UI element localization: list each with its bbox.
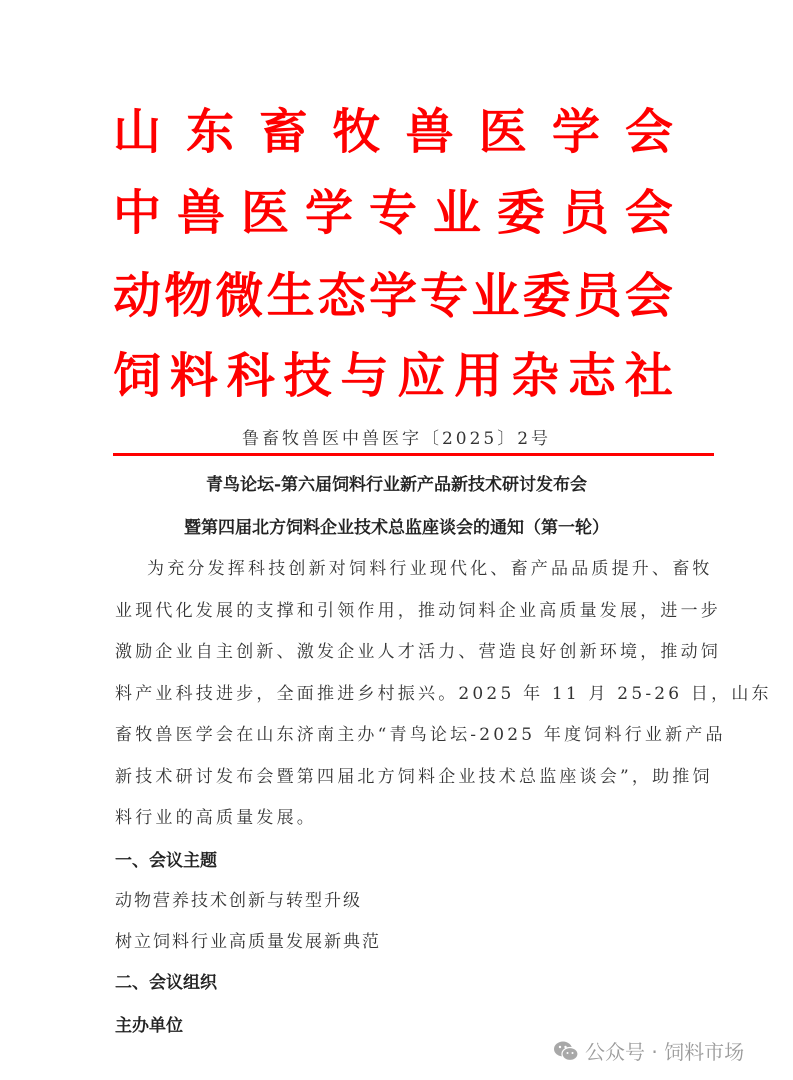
subheading-host: 主办单位 <box>115 1016 183 1036</box>
letterhead-char: 饲 <box>113 348 162 404</box>
letterhead-char: 学 <box>368 268 417 324</box>
theme-item: 动物营养技术创新与转型升级 <box>115 891 362 911</box>
notice-title-line-1: 青鸟论坛-第六届饲料行业新产品新技术研讨发布会 <box>205 475 588 495</box>
section-heading-theme: 一、会议主题 <box>115 851 217 871</box>
letterhead-char: 医 <box>240 185 289 241</box>
letterhead-char: 委 <box>522 268 571 324</box>
wechat-icon <box>553 1040 579 1062</box>
letterhead-char: 业 <box>432 185 481 241</box>
letterhead-line-2 <box>113 185 673 241</box>
letterhead-char: 兽 <box>176 185 225 241</box>
letterhead-line-4 <box>113 348 673 404</box>
body-paragraph-line: 激励企业自主创新、激发企业人才活力、营造良好创新环境，推动饲 <box>115 642 721 662</box>
letterhead-divider <box>113 453 714 456</box>
letterhead-char: 专 <box>368 185 417 241</box>
watermark-text: 公众号 · 饲料市场 <box>585 1040 745 1064</box>
letterhead-line-3 <box>113 268 673 324</box>
letterhead-char: 山 <box>113 104 162 160</box>
letterhead-char: 中 <box>113 185 162 241</box>
body-paragraph-line: 料产业科技进步，全面推进乡村振兴。2025 年 11 月 25-26 日，山东 <box>115 684 772 704</box>
body-paragraph-line: 业现代化发展的支撑和引领作用，推动饲料企业高质量发展，进一步 <box>115 601 721 621</box>
letterhead-line-1 <box>113 104 673 160</box>
letterhead-char: 料 <box>169 348 218 404</box>
letterhead-char: 微 <box>215 268 264 324</box>
letterhead-char: 员 <box>573 268 622 324</box>
letterhead-char: 专 <box>420 268 469 324</box>
letterhead-char: 会 <box>624 104 673 160</box>
letterhead-char: 牧 <box>332 104 381 160</box>
letterhead-char: 东 <box>186 104 235 160</box>
letterhead-char: 与 <box>340 348 389 404</box>
letterhead-char: 学 <box>304 185 353 241</box>
letterhead-char: 技 <box>283 348 332 404</box>
letterhead-char: 社 <box>624 348 673 404</box>
letterhead-char: 应 <box>397 348 446 404</box>
letterhead-char: 员 <box>560 185 609 241</box>
letterhead-char: 物 <box>164 268 213 324</box>
letterhead-char: 动 <box>113 268 162 324</box>
letterhead-char: 医 <box>478 104 527 160</box>
letterhead-char: 畜 <box>259 104 308 160</box>
letterhead-char: 杂 <box>511 348 560 404</box>
document-number: 鲁畜牧兽医中兽医字〔2025〕2号 <box>241 429 552 449</box>
theme-item: 树立饲料行业高质量发展新典范 <box>115 932 381 952</box>
wechat-watermark <box>553 1036 744 1065</box>
letterhead-char: 兽 <box>405 104 454 160</box>
letterhead-char: 科 <box>226 348 275 404</box>
letterhead-char: 业 <box>471 268 520 324</box>
notice-title-line-2: 暨第四届北方饲料企业技术总监座谈会的通知（第一轮） <box>184 518 609 538</box>
body-paragraph-line: 畜牧兽医学会在山东济南主办“青鸟论坛-2025 年度饲料行业新产品 <box>115 725 726 745</box>
letterhead-char: 委 <box>496 185 545 241</box>
letterhead-char: 生 <box>266 268 315 324</box>
letterhead-char: 志 <box>568 348 617 404</box>
body-paragraph-line: 为充分发挥科技创新对饲料行业现代化、畜产品品质提升、畜牧 <box>147 559 713 579</box>
body-paragraph-line: 新技术研讨发布会暨第四届北方饲料企业技术总监座谈会”，助推饲 <box>115 767 713 787</box>
letterhead-char: 学 <box>551 104 600 160</box>
section-heading-organization: 二、会议组织 <box>115 973 217 993</box>
body-paragraph-line: 料行业的高质量发展。 <box>115 808 317 828</box>
letterhead-char: 用 <box>454 348 503 404</box>
letterhead-char: 会 <box>624 185 673 241</box>
letterhead-char: 会 <box>624 268 673 324</box>
letterhead-char: 态 <box>317 268 366 324</box>
